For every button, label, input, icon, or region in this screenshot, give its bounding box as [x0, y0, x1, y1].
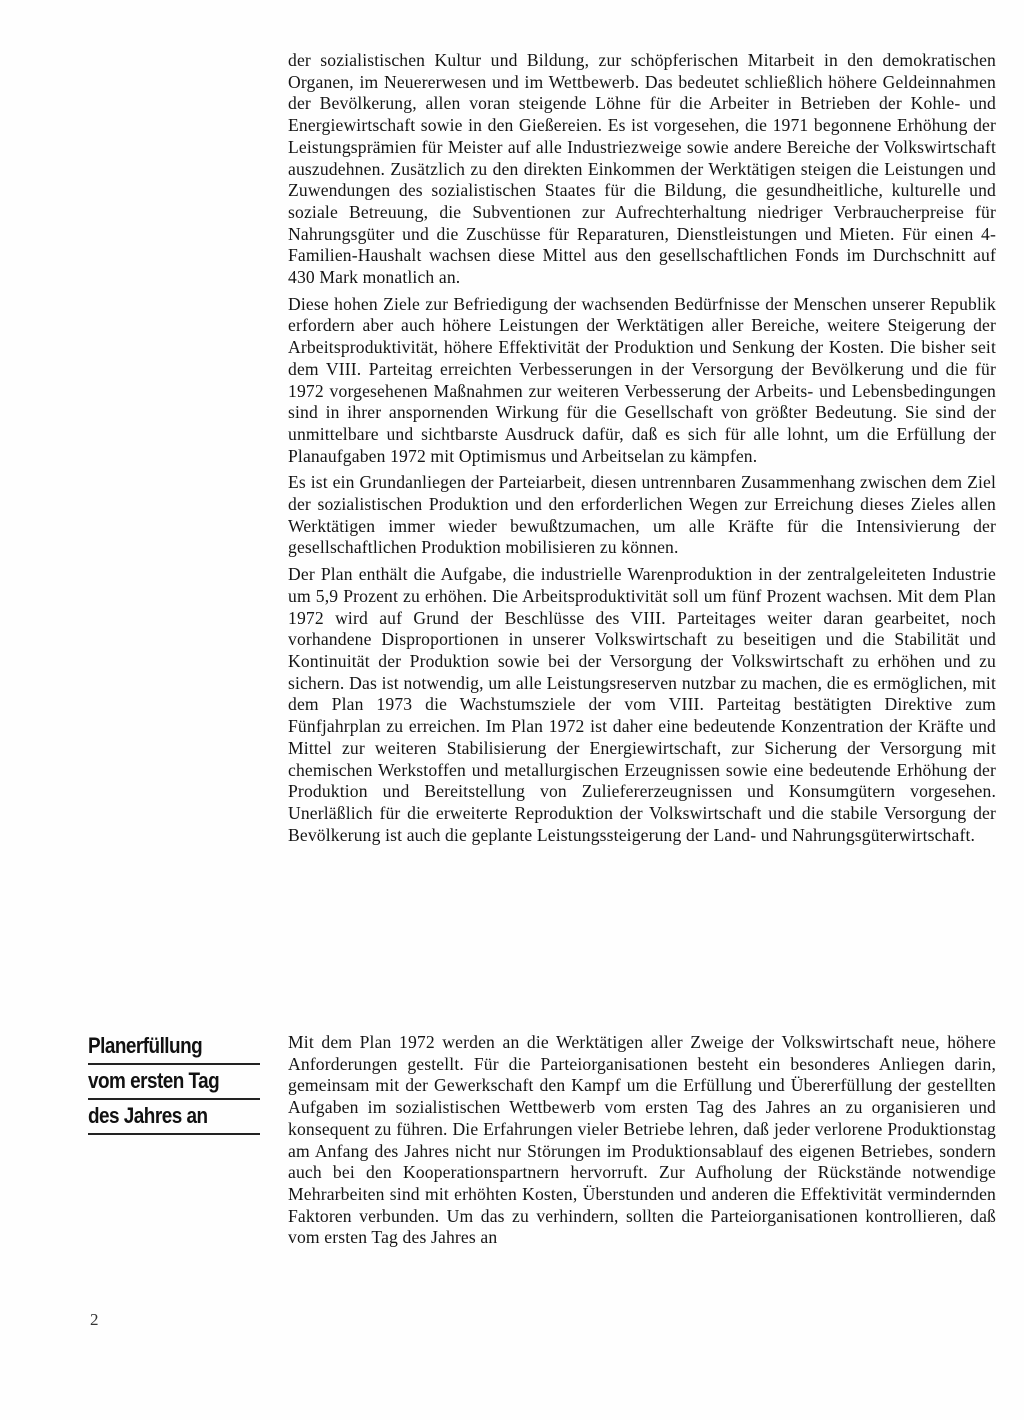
heading-line-2: vom ersten Tag: [88, 1068, 220, 1093]
heading-rule-3: [88, 1133, 260, 1135]
paragraph-2: Diese hohen Ziele zur Befriedigung der wachsenden Bedürfnisse der Menschen unserer Republik erfordern aber auch höhere Leistungen der Werktätigen aller Bereiche, weitere Steigerung der Arbeitsproduktivität, höhere Effektivität der Produktion und Senkung der Kosten. Die bisher seit dem VIII. Parteitag erreichten Verbesserungen in der Versorgung der Bevölkerung und die für 1972 vorgesehenen Maßnahmen zur weiteren Verbesserung der Arbeits- und Lebensbedingungen sind in ihrer anspornenden Wirkung für die Gesellschaft von größter Bedeutung. Sie sind der unmittelbare und sichtbarste Ausdruck dafür, daß es sich für alle lohnt, um die Erfüllung der Planaufgaben 1972 mit Optimismus und Arbeitselan zu kämpfen.: [288, 293, 996, 466]
heading-rule-2: [88, 1098, 260, 1100]
paragraph-4: Der Plan enthält die Aufgabe, die industrielle Warenproduktion in der zentralgeleiteten Industrie um 5,9 Prozent zu erhöhen. Die Arbeitsproduktivität soll um fünf Prozent wachsen. Mit dem Plan 1972 wird auf Grund der Beschlüsse des VIII. Parteitages weiter daran gearbeitet, noch vorhandene Disproportionen in unserer Volkswirtschaft zu beseitigen und die Stabilität und Kontinuität der Produktion sowie bei der Versorgung der Volkswirtschaft zu erhöhen und zu sichern. Das ist notwendig, um alle Leistungsreserven nutzbar zu machen, die es ermöglichen, mit dem Plan 1973 die Wachstumsziele der vom VIII. Parteitag bestätigten Direktive zum Fünfjahrplan zu erreichen. Im Plan 1972 ist daher eine bedeutende Konzentration der Kräfte und Mittel zur weiteren Stabilisierung der Energiewirtschaft, zur Sicherung der Versorgung mit chemischen Werkstoffen und metallurgischen Erzeugnissen sowie eine bedeutende Erhöhung der Produktion und Bereitstellung von Zuliefererzeugnissen und Konsumgütern vorgesehen. Unerläßlich für die erweiterte Reproduktion der Volkswirtschaft und die stabile Versorgung der Bevölkerung ist auch die geplante Leistungssteigerung der Land- und Nahrungsgüterwirtschaft.: [288, 564, 996, 845]
page-number: 2: [90, 1310, 99, 1329]
paragraph-5: Mit dem Plan 1972 werden an die Werktätigen aller Zweige der Volkswirtschaft neue, höhere Anforderungen gestellt. Für die Parteiorganisationen besteht ein besonderes Anliegen darin, gemeinsam mit der Gewerkschaft den Kampf um die Erfüllung und Übererfüllung der gestellten Aufgaben im sozialistischen Wettbewerb vom ersten Tag des Jahres an zu organisieren und konsequent zu führen. Die Erfahrungen vieler Betriebe lehren, daß jeder verlorene Produktionstag am Anfang des Jahres nicht nur Störungen im Produktionsablauf des eigenen Betriebes, sondern auch bei den Kooperationspartnern hervorruft. Zur Aufholung der Rückstände notwendige Mehrarbeiten sind mit erhöhten Kosten, Überstunden und anderen die Effektivität vermindernden Faktoren verbunden. Um das zu verhindern, sollten die Parteiorganisationen kontrollieren, daß vom ersten Tag des Jahres an: [288, 1032, 996, 1248]
paragraph-3: Es ist ein Grundanliegen der Parteiarbeit, diesen untrennbaren Zusammenhang zwischen dem Ziel der sozialistischen Produktion und den erforderlichen Wegen zur Erreichung dieses Zieles allen Werktätigen immer wieder bewußtzumachen, um alle Kräfte für die Intensivierung der gesellschaftlichen Produktion mobilisieren zu können.: [288, 472, 996, 558]
main-text-column: [288, 50, 996, 846]
heading-line-3: des Jahres an: [88, 1103, 208, 1128]
section-2-text: [288, 1032, 996, 1249]
section-heading: [88, 1032, 260, 1137]
paragraph-1: der sozialistischen Kultur und Bildung, zur schöpferischen Mitarbeit in den demokratischen Organen, im Neuererwesen und im Wettbewerb. Das bedeutet schließlich höhere Geldeinnahmen der Bevölkerung, allen voran steigende Löhne für die Arbeiter in Betrieben der Kohle- und Energiewirtschaft sowie in den Gießereien. Es ist vorgesehen, die 1971 begonnene Erhöhung der Leistungsprämien für Meister auf alle Industriezweige sowie andere Bereiche der Volkswirtschaft auszudehnen. Zusätzlich zu den direkten Einkommen der Werktätigen steigen die Leistungen und Zuwendungen des sozialistischen Staates für die Bildung, die gesundheitliche, kulturelle und soziale Betreuung, die Subventionen zur Aufrechterhaltung niedriger Verbraucherpreise für Nahrungsgüter und die Zuschüsse für Reparaturen, Dienstleistungen und Mieten. Für einen 4-Familien-Haushalt wachsen diese Mittel aus den gesellschaftlichen Fonds im Durchschnitt auf 430 Mark monatlich an.: [288, 50, 996, 288]
heading-rule-1: [88, 1063, 260, 1065]
heading-line-1: Planerfüllung: [88, 1033, 203, 1058]
